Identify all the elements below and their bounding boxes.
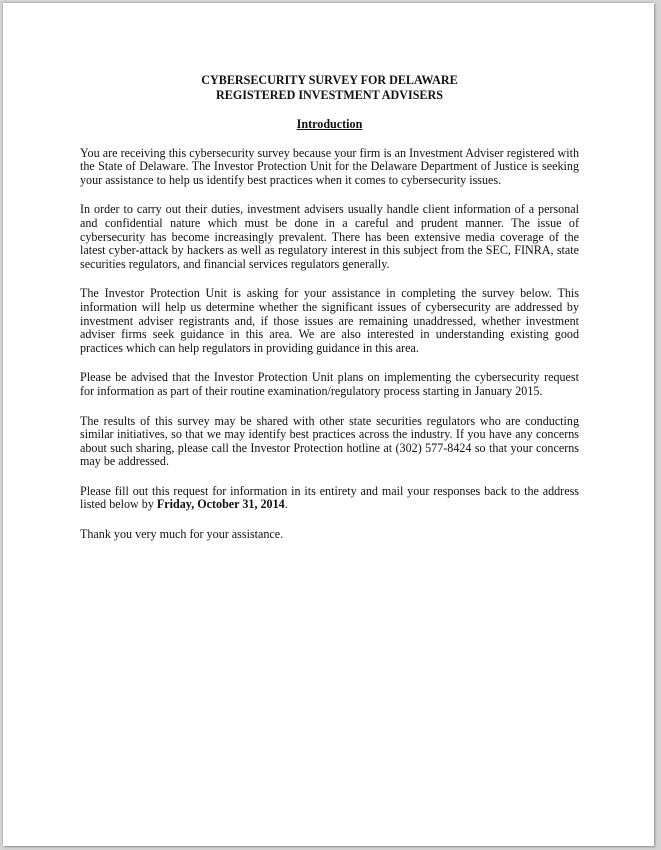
page-content [80, 73, 579, 558]
paragraph-purpose: You are receiving this cybersecurity survey because your firm is an Investment Adviser registered with the State of Delaware. The Investor Protection Unit for the Delaware Department of Justice is seeking your assistance to help us identify best practices when it comes to cybersecurity issues. [80, 145, 579, 187]
paragraph-sharing: The results of this survey may be shared with other state securities regulators who are conducting similar initiatives, so that we may identify best practices across the industry. If you have any concerns about such sharing, please call the Investor Protection hotline at (302) 577-8424 so that your concerns may be addressed. [80, 413, 579, 469]
section-heading-introduction: Introduction [296, 117, 363, 131]
deadline-text-before: Please fill out this request for information in its entirety and mail your responses back to the address listed below by [80, 483, 579, 512]
deadline-text-after: . [284, 497, 288, 512]
document-page [3, 3, 654, 846]
paragraph-request: The Investor Protection Unit is asking for your assistance in completing the survey below. This information will help us determine whether the significant issues of cybersecurity are addressed by investment adviser registrants and, if those issues are remaining unaddressed, whether investment adviser firms seek guidance in this area. We are also interested in understanding existing good practices which can help regulators in providing guidance in this area. [80, 286, 579, 355]
title-line-2: REGISTERED INVESTMENT ADVISERS [216, 87, 443, 102]
paragraph-implementation: Please be advised that the Investor Protection Unit plans on implementing the cybersecurity request for information as part of their routine examination/regulatory process starting in January 2015. [80, 370, 579, 398]
document-title [80, 73, 579, 102]
paragraph-deadline [80, 485, 579, 512]
paragraph-thanks: Thank you very much for your assistance. [80, 527, 284, 542]
paragraph-background: In order to carry out their duties, investment advisers usually handle client information of a personal and confidential nature which must be done in a careful and prudent manner. The issue of cybersecurity has become increasingly prevalent. There has been extensive media coverage of the latest cyber-attack by hackers as well as regulatory interest in this subject from the SEC, FINRA, state securities regulators, and financial services regulators generally. [80, 202, 579, 271]
title-line-1: CYBERSECURITY SURVEY FOR DELAWARE [201, 73, 458, 87]
deadline-date: Friday, October 31, 2014 [156, 497, 285, 512]
